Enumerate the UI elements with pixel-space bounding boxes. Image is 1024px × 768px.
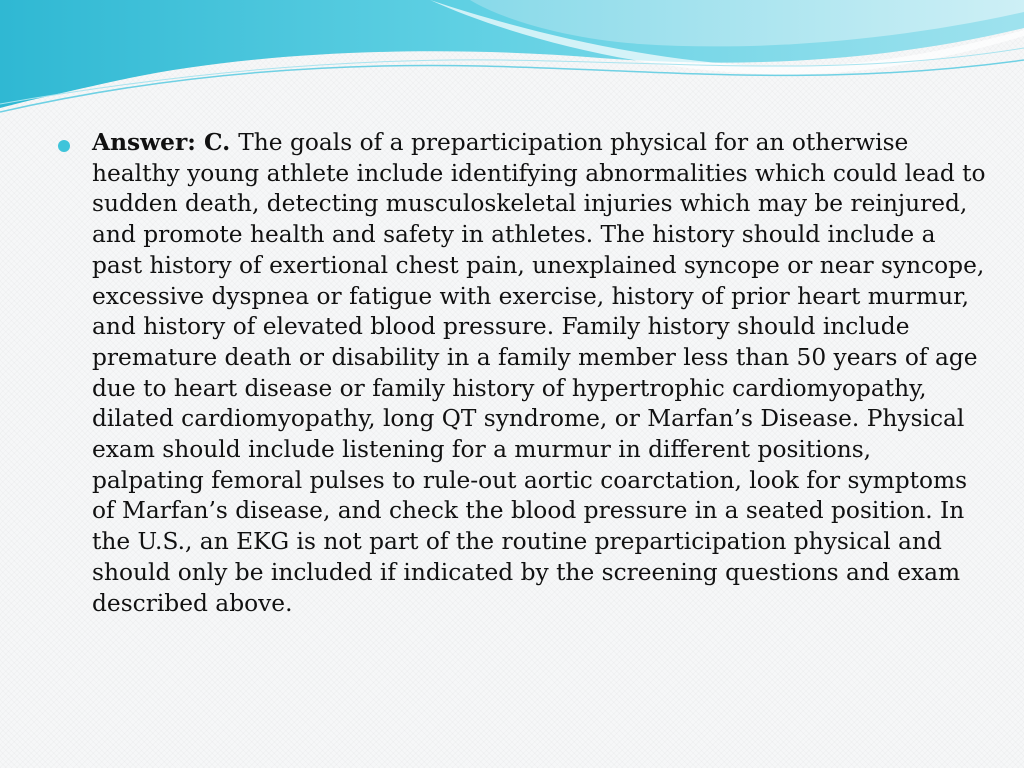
- header-wave-decoration: [0, 0, 1024, 120]
- slide-content: [58, 128, 988, 619]
- answer-lead: Answer: C.: [92, 129, 231, 156]
- bullet-dot-icon: [58, 140, 70, 152]
- answer-paragraph: [92, 128, 988, 619]
- answer-bullet: [58, 128, 988, 619]
- answer-text: The goals of a preparticipation physical for an otherwise healthy young athlete include identifying abnormalities which could lead to sudden death, detecting musculoskeletal injuries which may be reinjured, and promote health and safety in athletes. The history should include a past history of exertional chest pain, unexplained syncope or near syncope, excessive dyspnea or fatigue with exercise, history of prior heart murmur, and history of elevated blood pressure. Family history should include premature death or disability in a family member less than 50 years of age due to heart disease or family history of hypertrophic cardiomyopathy, dilated cardiomyopathy, long QT syndrome, or Marfan’s Disease. Physical exam should include listening for a murmur in different positions, palpating femoral pulses to rule-out aortic coarctation, look for symptoms of Marfan’s disease, and check the blood pressure in a seated position. In the U.S., an EKG is not part of the routine preparticipation physical and should only be included if indicated by the screening questions and exam described above.: [92, 129, 986, 617]
